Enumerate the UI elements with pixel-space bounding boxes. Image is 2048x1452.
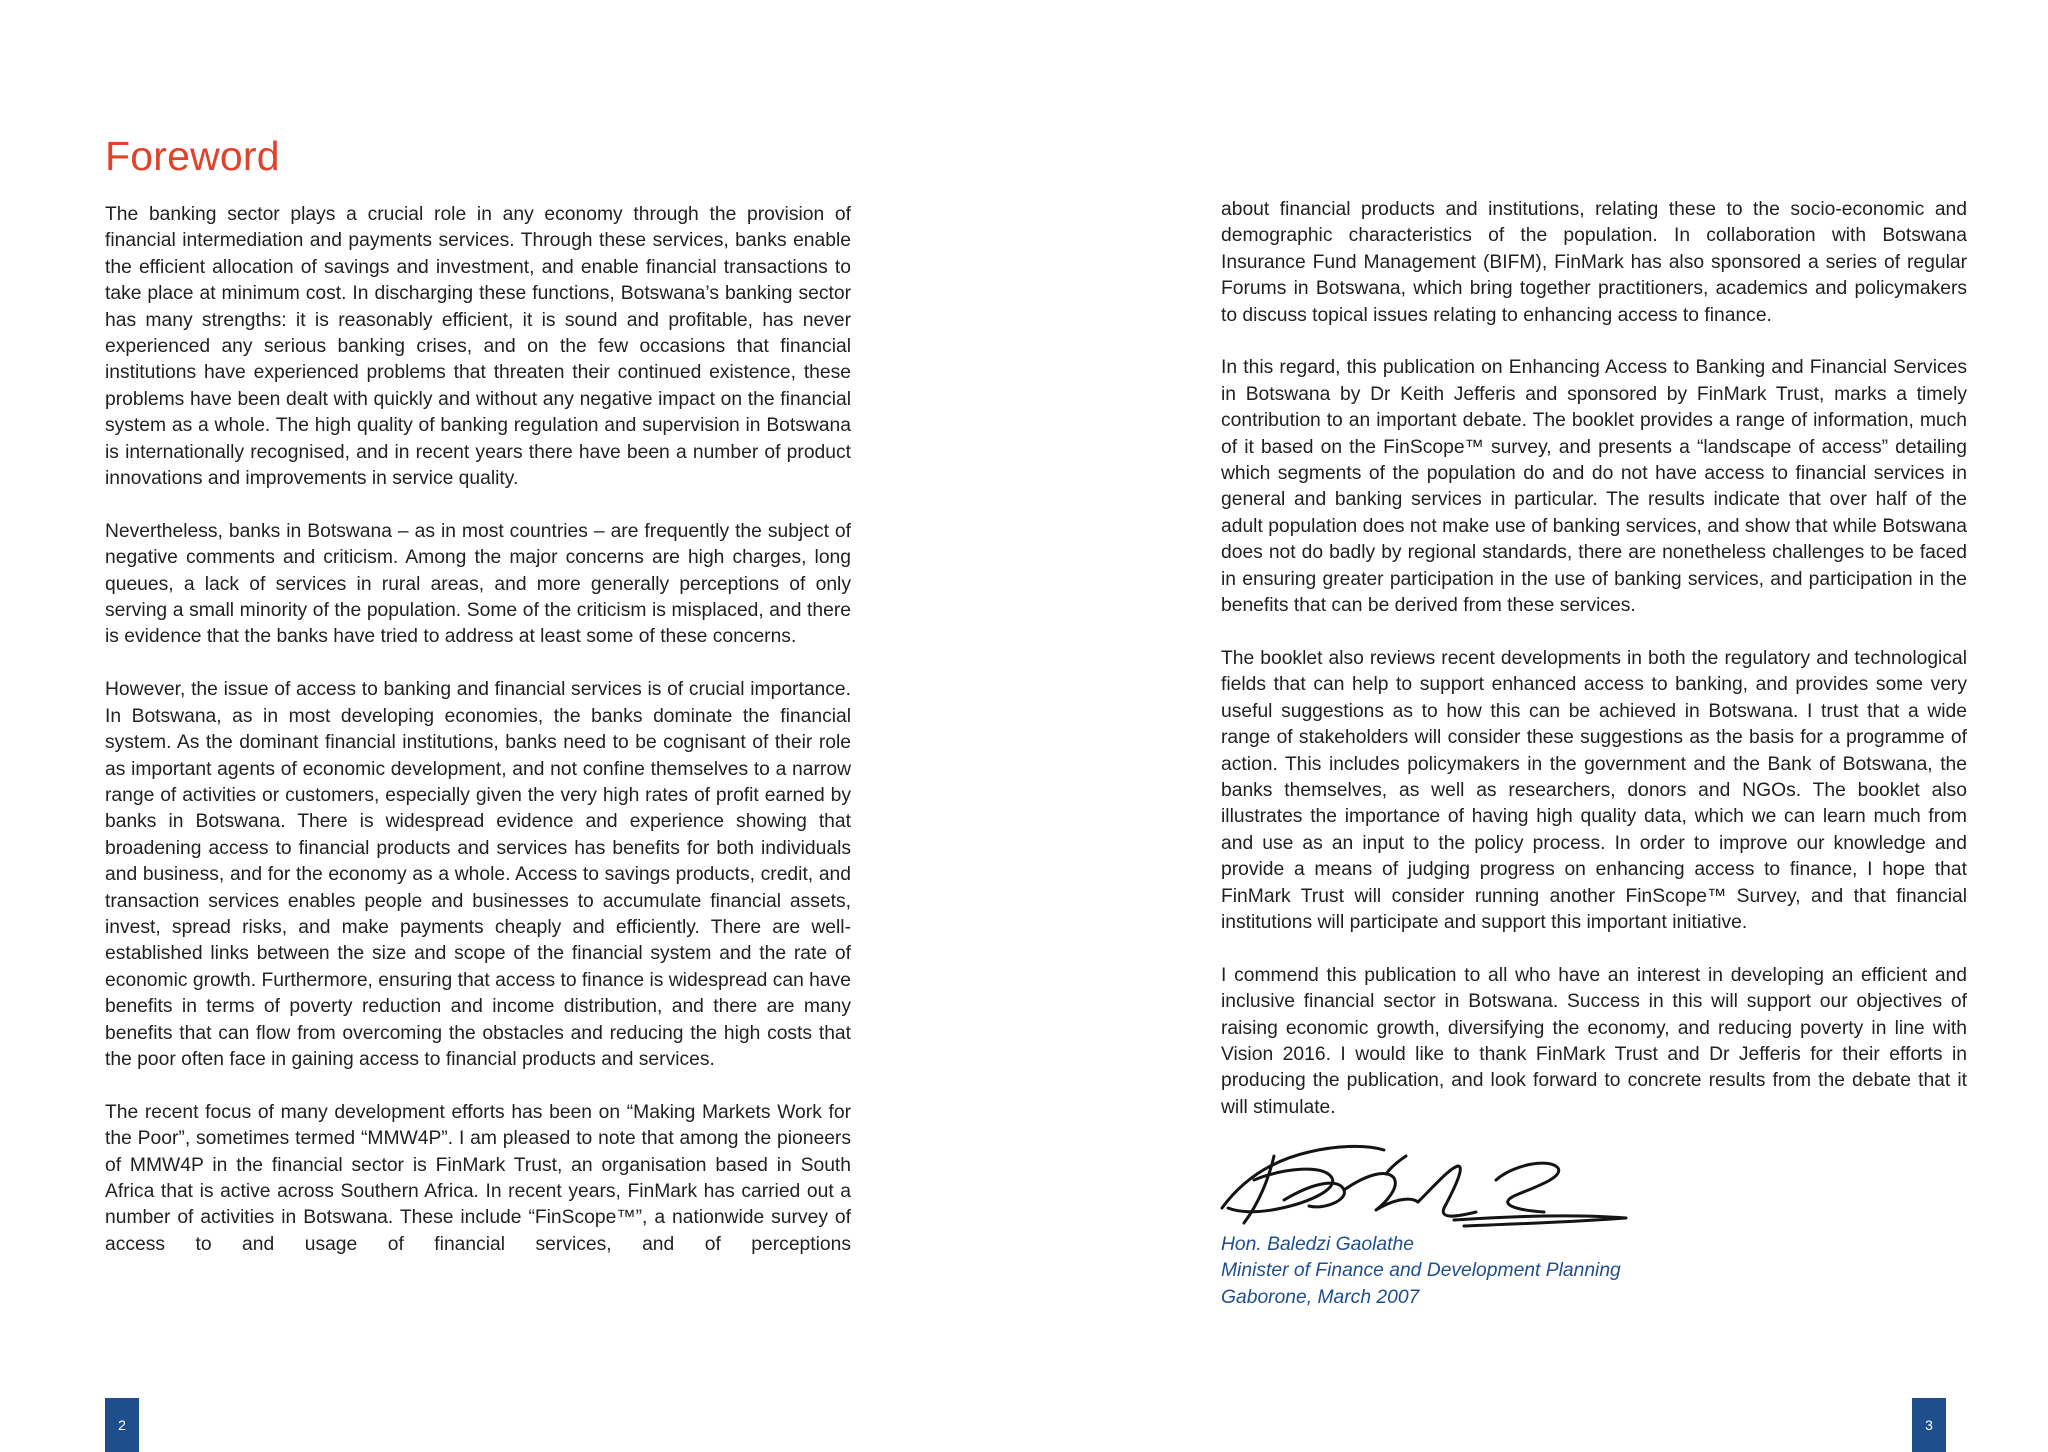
right-text-column [1221,197,1967,1121]
paragraph: The booklet also reviews recent developments in both the regulatory and technological fields that can help to support enhanced access to banking, and provides some very useful suggestions as to how this can be achieved in Botswana. I trust that a wide range of stakeholders will consider these suggestions as the basis for a programme of action. This includes policymakers in the government and the Bank of Botswana, the banks themselves, as well as researchers, donors and NGOs. The booklet also illustrates the importance of having high quality data, which we can learn much from and use as an input to the policy process. In order to improve our knowledge and provide a means of judging progress on enhancing access to finance, I hope that FinMark Trust will consider running another FinScope™ Survey, and that financial institutions will participate and support this important initiative. [1221,647,1967,933]
signatory-name: Hon. Baledzi Gaolathe [1221,1234,1414,1255]
signatory-title: Minister of Finance and Development Planning [1221,1260,1621,1282]
paragraph: Nevertheless, banks in Botswana – as in most countries – are frequently the subject of negative comments and criticism. Among the major concerns are high charges, long queues, a lack of services in rural areas, and more generally perceptions of only serving a small minority of the population. Some of the criticism is misplaced, and there is evidence that the banks have tried to address at least some of these concerns. [105,520,851,648]
left-text-column [105,202,851,1258]
paragraph: However, the issue of access to banking and financial services is of crucial importance. In Botswana, as in most developing economies, the banks dominate the financial system. As the dominant financial institutions, banks need to be cognisant of their role as important agents of economic development, and not confine themselves to a narrow range of activities or customers, especially given the very high rates of profit earned by banks in Botswana. There is widespread evidence and experience showing that broadening access to financial products and services has benefits for both individuals and business, and for the economy as a whole. Access to savings products, credit, and transaction services enables people and businesses to accumulate financial assets, invest, spread risks, and make payments cheaply and efficiently. There are well-established links between the size and scope of the financial system and the rate of economic growth. Furthermore, ensuring that access to finance is widespread can have benefits in terms of poverty reduction and income distribution, and there are many benefits that can flow from overcoming the obstacles and reducing the high costs that the poor often face in gaining access to financial products and services. [105,679,851,1070]
handwritten-signature [1214,1138,1634,1238]
paragraph: I commend this publication to all who have an interest in developing an efficient and inclusive financial sector in Botswana. Success in this will support our objectives of raising economic growth, diversifying the economy, and reducing poverty in line with Vision 2016. I would like to thank FinMark Trust and Dr Jefferis for their efforts in producing the publication, and look forward to concrete results from the debate that it will stimulate. [1221,964,1967,1118]
page-number-right: 3 [1912,1398,1946,1452]
right-page [1024,0,2048,1452]
signatory-block [1221,1232,1621,1311]
paragraph: about financial products and institutions, relating these to the socio-economic and demographic characteristics of the population. In collaboration with Botswana Insurance Fund Management (BIFM), FinMark has also sponsored a series of regular Forums in Botswana, which bring together practitioners, academics and policymakers to discuss topical issues relating to enhancing access to finance. [1221,199,1967,326]
paragraph: The banking sector plays a crucial role in any economy through the provision of financial intermediation and payments services. Through these services, banks enable the efficient allocation of savings and investment, and enable financial transactions to take place at minimum cost. In discharging these functions, Botswana’s banking sector has many strengths: it is reasonably efficient, it is sound and profitable, has never experienced any serious banking crises, and on the few occasions that financial institutions have experienced problems that threaten their continued existence, these problems have been dealt with quickly and without any negative impact on the financial system as a whole. The high quality of banking regulation and supervision in Botswana is internationally recognised, and in recent years there have been a number of product innovations and improvements in service quality. [105,204,851,490]
page-number-left: 2 [105,1398,139,1452]
paragraph: The recent focus of many development efforts has been on “Making Markets Work for the Poor”, sometimes termed “MMW4P”. I am pleased to note that among the pioneers of MMW4P in the financial sector is FinMark Trust, an organisation based in South Africa that is active across Southern Africa. In recent years, FinMark has carried out a number of activities in Botswana. These include “FinScope™”, a nationwide survey of access to and usage of financial services, and of perceptions [105,1101,851,1255]
signatory-place-date: Gaborone, March 2007 [1221,1286,1420,1308]
paragraph: In this regard, this publication on Enhancing Access to Banking and Financial Services in Botswana by Dr Keith Jefferis and sponsored by FinMark Trust, marks a timely contribution to an important debate. The booklet provides a range of information, much of it based on the FinScope™ survey, and presents a “landscape of access” detailing which segments of the population do and do not have access to financial services in general and banking services in particular. The results indicate that over half of the adult population does not make use of banking services, and show that while Botswana does not do badly by regional standards, there are nonetheless challenges to be faced in ensuring greater participation in the use of banking services, and participation in the benefits that can be derived from these services. [1221,357,1967,617]
page-title: Foreword [105,133,280,179]
